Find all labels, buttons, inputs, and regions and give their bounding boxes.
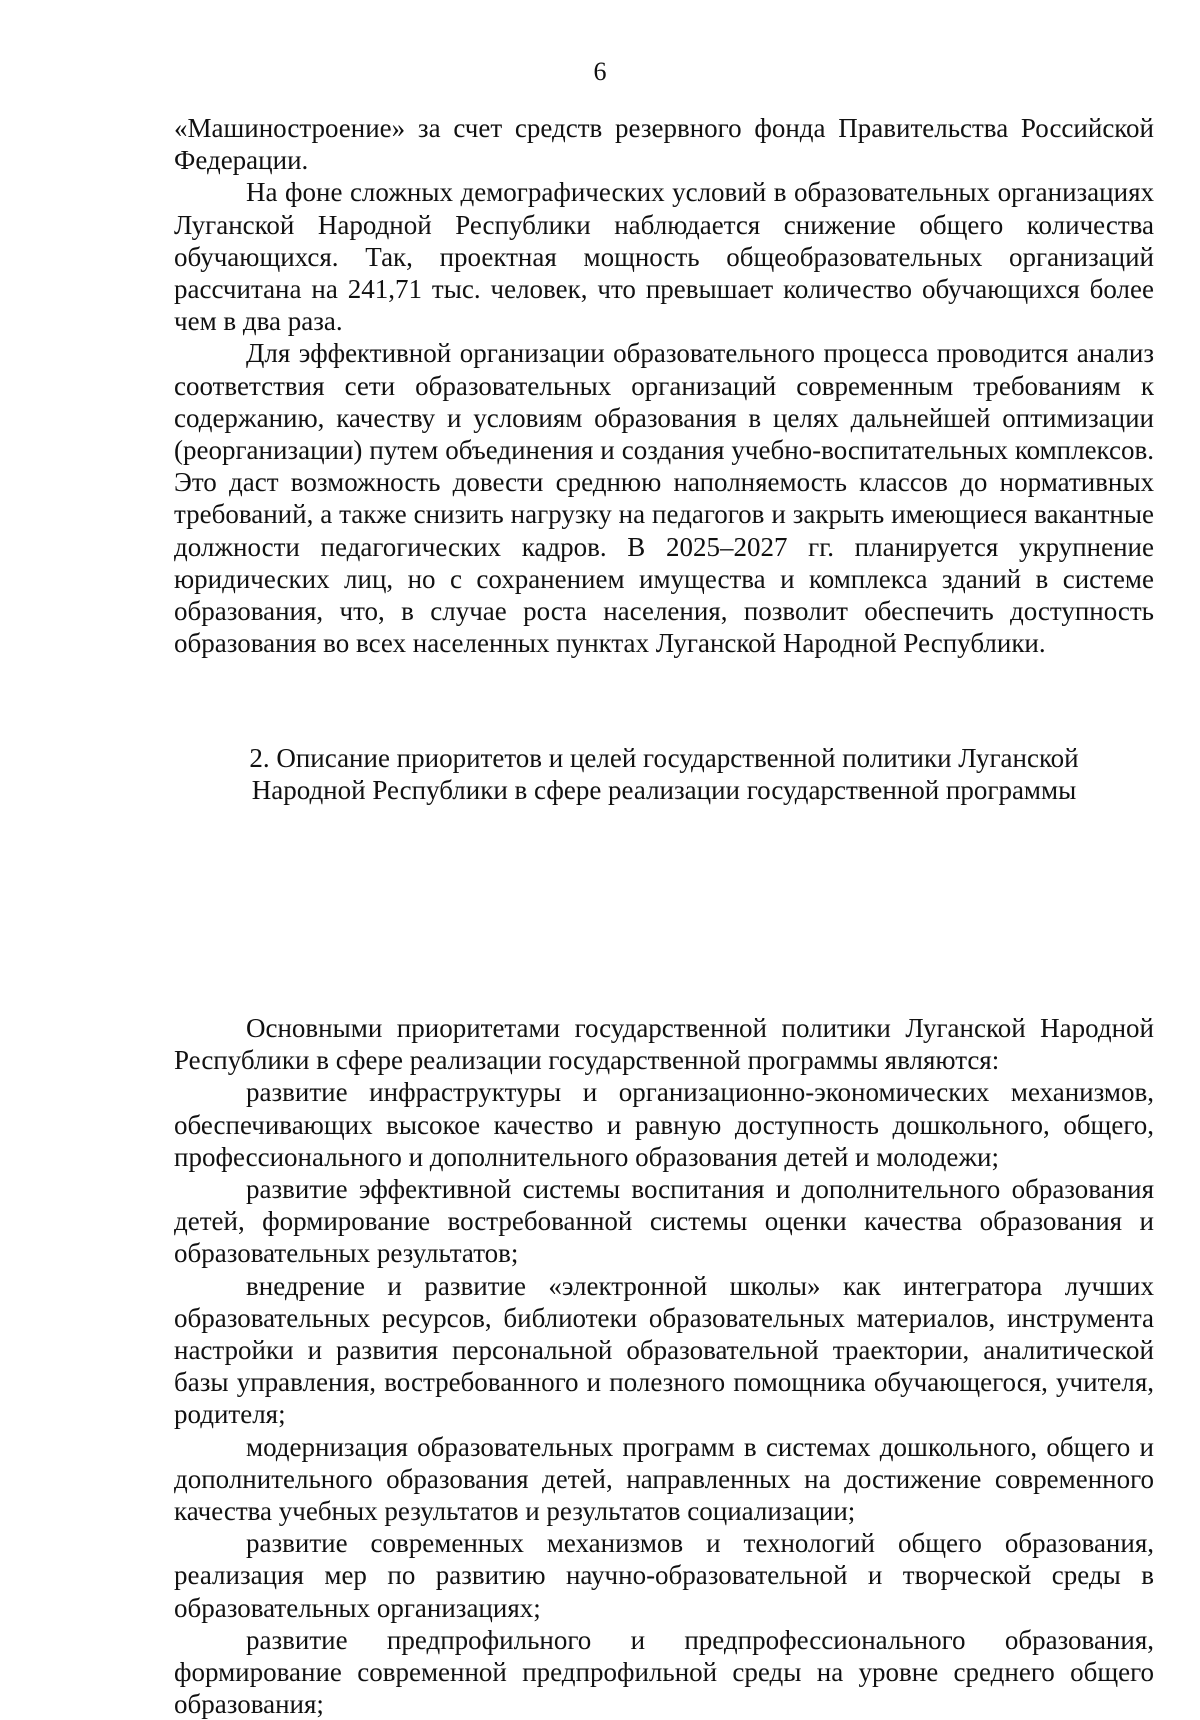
list-item: развитие инфраструктуры и организационно-экономических механизмов, обеспечивающих высокое качество и равную доступность дошкольного, общего, профессионального и дополнительного образования детей и молодежи;	[174, 1077, 1154, 1172]
page-number: 6	[593, 57, 607, 86]
list-item: развитие современных механизмов и технологий общего образования, реализация мер по развитию научно-образовательной и творческой среды в образовательных организациях;	[174, 1528, 1154, 1623]
section-heading-line: 2. Описание приоритетов и целей государственной политики Луганской	[249, 743, 1079, 773]
section-heading	[174, 742, 1154, 806]
paragraph: На фоне сложных демографических условий в образовательных организациях Луганской Народной Республики наблюдается снижение общего количества обучающихся. Так, проектная мощность общеобразовательных организаций рассчитана на 241,71 тыс. человек, что превышает количество обучающихся более чем в два раза.	[174, 177, 1154, 337]
paragraph: Основными приоритетами государственной политики Луганской Народной Республики в сфере реализации государственной программы являются:	[174, 1013, 1154, 1076]
list-item: развитие предпрофильного и предпрофессионального образования, формирование современной предпрофильной среды на уровне среднего общего образования;	[174, 1624, 1154, 1720]
body-text-bottom	[174, 1012, 1154, 1720]
list-item: внедрение и развитие «электронной школы» как интегратора лучших образовательных ресурсов, библиотеки образовательных материалов, инструмента настройки и развития персональной образовательной траектории, аналитической базы управления, востребованного и полезного помощника обучающегося, учителя, родителя;	[174, 1270, 1154, 1430]
body-text-top	[174, 112, 1154, 659]
paragraph: «Машиностроение» за счет средств резервного фонда Правительства Российской Федерации.	[174, 113, 1154, 176]
list-item: развитие эффективной системы воспитания и дополнительного образования детей, формирование востребованной системы оценки качества образования и образовательных результатов;	[174, 1174, 1154, 1269]
paragraph: Для эффективной организации образовательного процесса проводится анализ соответствия сети образовательных организаций современным требованиям к содержанию, качеству и условиям образования в целях дальнейшей оптимизации (реорганизации) путем объединения и создания учебно-воспитательных комплексов. Это даст возможность довести среднюю наполняемость классов до нормативных требований, а также снизить нагрузку на педагогов и закрыть имеющиеся вакантные должности педагогических кадров. В 2025–2027 гг. планируется укрупнение юридических лиц, но с сохранением имущества и комплекса зданий в системе образования, что, в случае роста населения, позволит обеспечить доступность образования во всех населенных пунктах Луганской Народной Республики.	[174, 338, 1154, 659]
section-heading-line: Народной Республики в сфере реализации государственной программы	[251, 775, 1077, 806]
list-item: модернизация образовательных программ в системах дошкольного, общего и дополнительного образования детей, направленных на достижение современного качества учебных результатов и результатов социализации;	[174, 1431, 1154, 1527]
